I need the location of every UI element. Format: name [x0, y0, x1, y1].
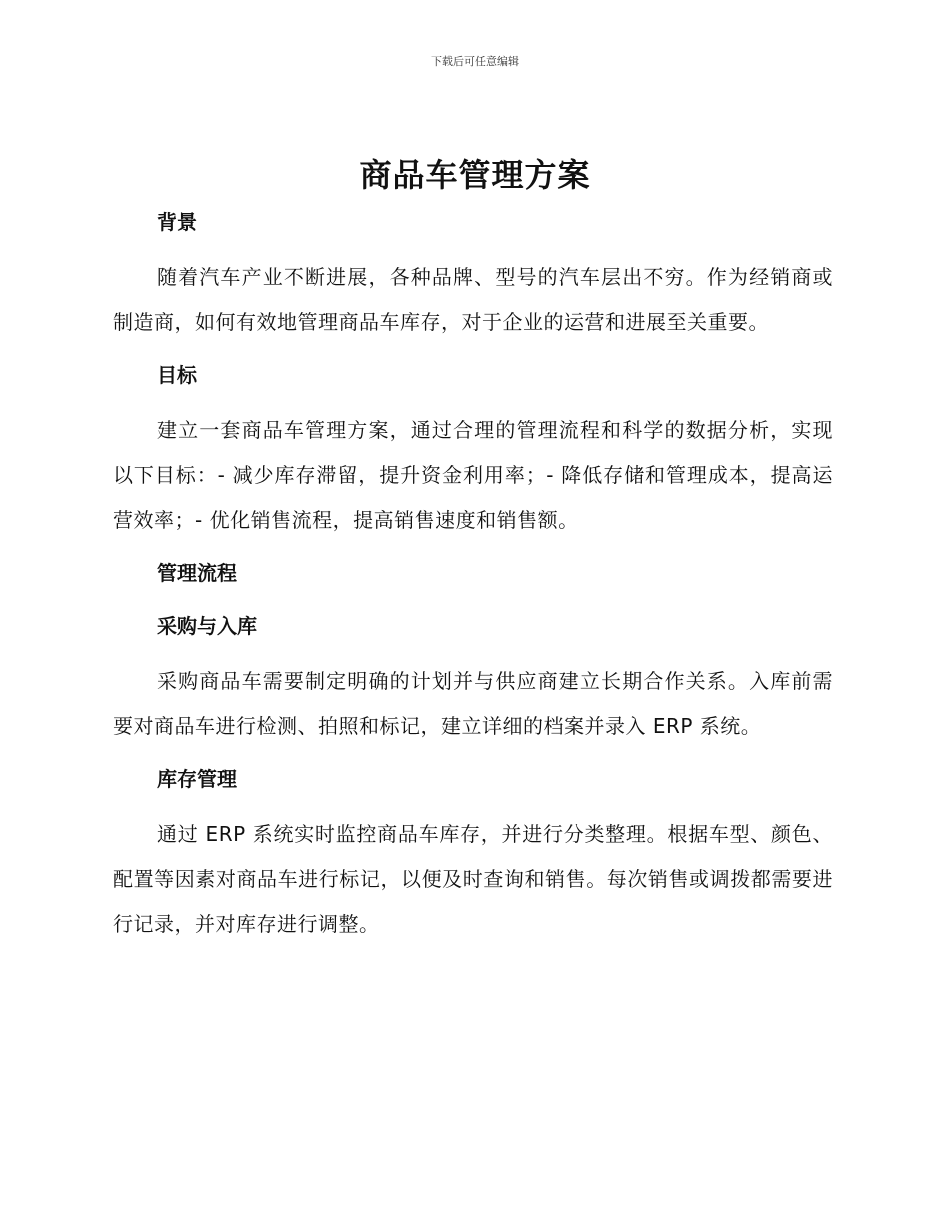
header-note: 下载后可任意编辑	[431, 55, 519, 68]
section-heading-goals: 目标	[157, 363, 197, 387]
document-title: 商品车管理方案	[359, 156, 591, 194]
section-heading-purchasing: 采购与入库	[157, 614, 257, 638]
section-paragraph-goals: 建立一套商品车管理方案，通过合理的管理流程和科学的数据分析，实现以下目标：- 减少库存滞留，提升资金利用率；- 降低存储和管理成本，提高运营效率；- 优化销售流程，提高销售速度和销售额。	[113, 418, 833, 532]
section-heading-management-process: 管理流程	[157, 561, 237, 585]
section-heading-background: 背景	[157, 210, 197, 234]
section-paragraph-purchasing: 采购商品车需要制定明确的计划并与供应商建立长期合作关系。入库前需要对商品车进行检测、拍照和标记，建立详细的档案并录入 ERP 系统。	[113, 669, 833, 738]
section-heading-inventory: 库存管理	[157, 767, 237, 791]
section-paragraph-inventory: 通过 ERP 系统实时监控商品车库存，并进行分类整理。根据车型、颜色、配置等因素对商品车进行标记，以便及时查询和销售。每次销售或调拨都需要进行记录，并对库存进行调整。	[113, 822, 833, 936]
section-paragraph-background: 随着汽车产业不断进展，各种品牌、型号的汽车层出不穷。作为经销商或制造商，如何有效地管理商品车库存，对于企业的运营和进展至关重要。	[113, 265, 833, 334]
document-body	[113, 205, 833, 947]
